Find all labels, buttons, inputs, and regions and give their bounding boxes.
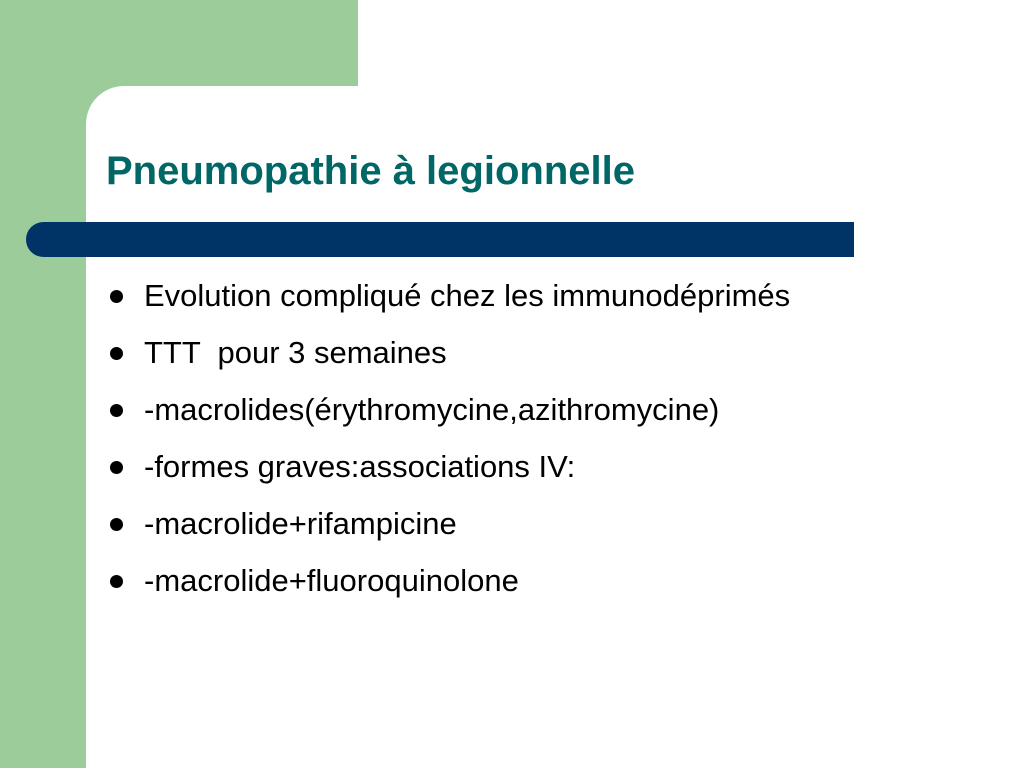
title-underline-bar (26, 222, 854, 257)
slide-title: Pneumopathie à legionnelle (106, 149, 635, 193)
bullet-list (106, 276, 966, 618)
bullet-dot-icon (110, 404, 123, 417)
decorative-green-strip (0, 0, 86, 768)
bullet-text: -macrolide+rifampicine (144, 506, 457, 541)
bullet-item (106, 561, 966, 601)
bullet-dot-icon (110, 347, 123, 360)
bullet-item (106, 390, 966, 430)
bullet-text: TTT pour 3 semaines (144, 335, 447, 370)
bullet-dot-icon (110, 290, 123, 303)
bullet-text: -macrolide+fluoroquinolone (144, 563, 519, 598)
bullet-dot-icon (110, 575, 123, 588)
bullet-text: Evolution compliqué chez les immunodéprimés (144, 278, 791, 313)
bullet-dot-icon (110, 518, 123, 531)
bullet-item (106, 276, 966, 316)
bullet-item (106, 504, 966, 544)
bullet-item (106, 447, 966, 487)
bullet-text: -formes graves:associations IV: (144, 449, 576, 484)
bullet-item (106, 333, 966, 373)
bullet-text: -macrolides(érythromycine,azithromycine) (144, 392, 720, 427)
bullet-dot-icon (110, 461, 123, 474)
